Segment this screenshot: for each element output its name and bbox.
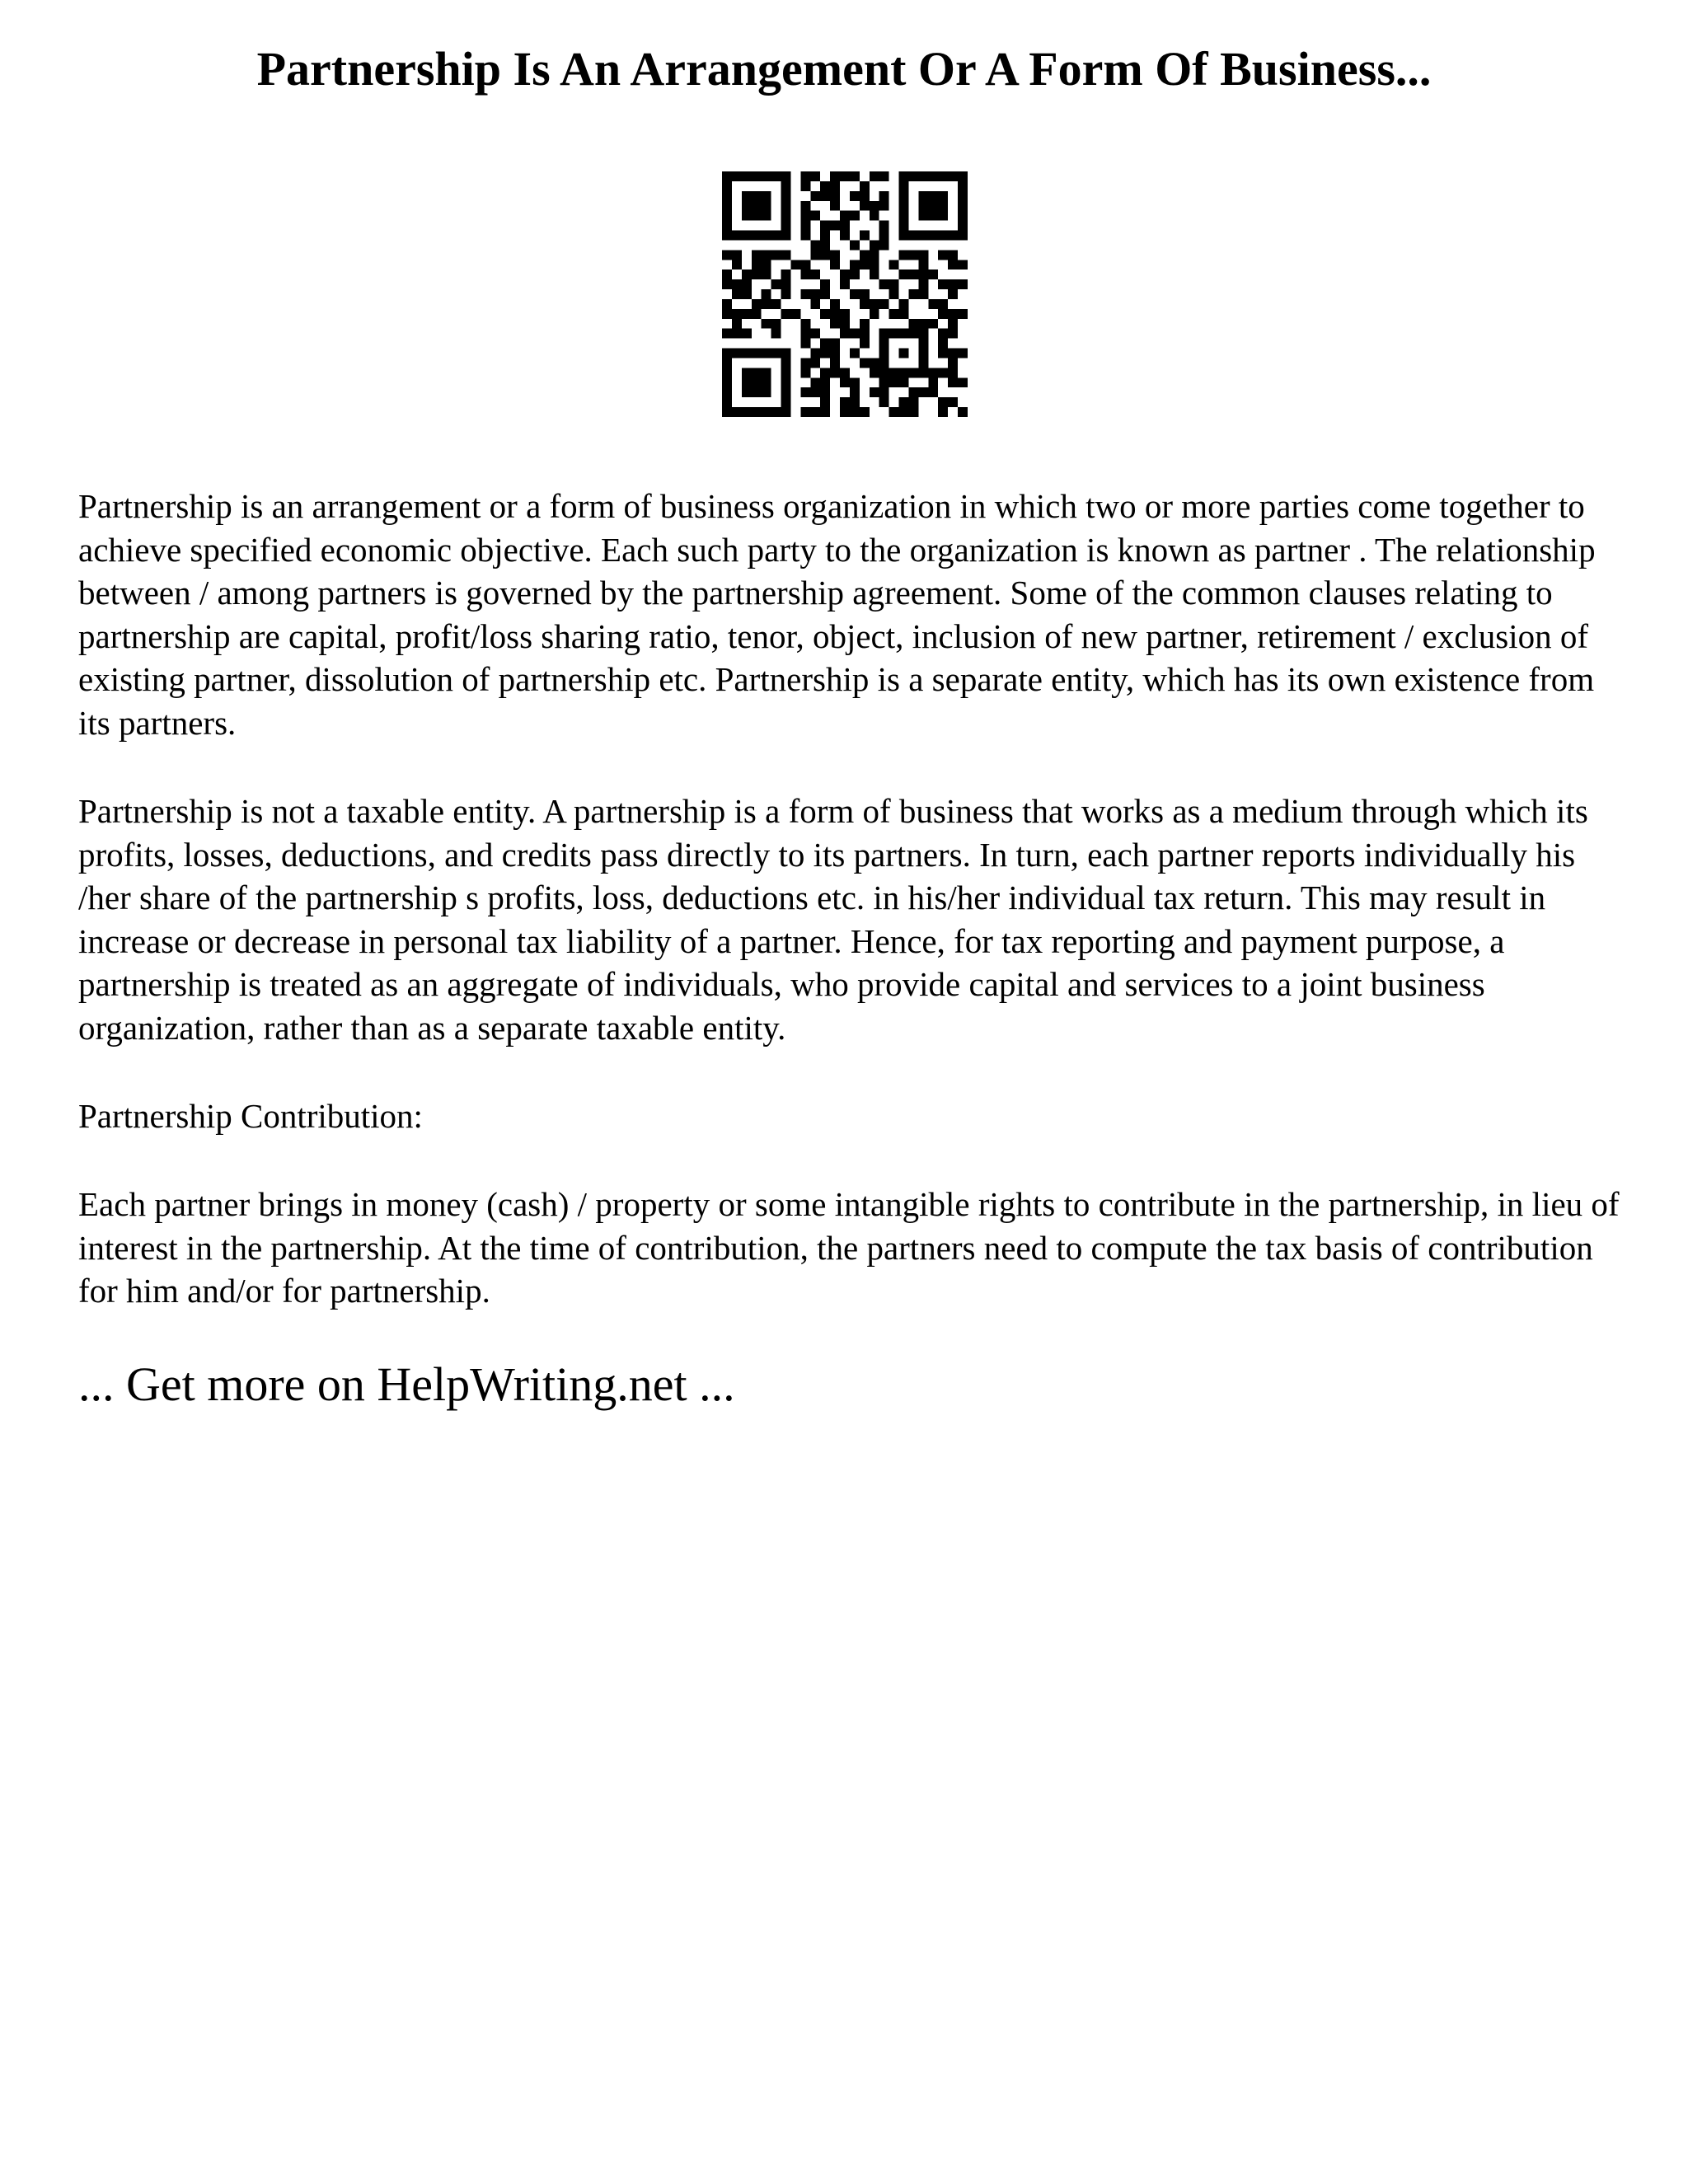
body-paragraph: Partnership is an arrangement or a form of business organization in which two or more parties come together to achieve specified economic objective. Each such party to the organization is known as partner . The relationship between / among partners is governed by the partnership agreement. Some of the common clauses relating to partnership are capital, profit/loss sharing ratio, tenor, object, inclusion of new partner, retirement / exclusion of existing partner, dissolution of partnership etc. Partnership is a separate entity, which has its own existence from its partners. xyxy=(78,487,1596,742)
get-more-link[interactable]: ... Get more on HelpWriting.net ... xyxy=(78,1357,735,1411)
body-paragraph: Partnership is not a taxable entity. A partnership is a form of business that works as a medium through which its profits, losses, deductions, and credits pass directly to its partners. In turn, each partner reports individually his /her share of the partnership s profits, loss, deductions etc. in his/her individual tax return. This may result in increase or decrease in personal tax liability of a partner. Hence, for tax reporting and payment purpose, a partnership is treated as an aggregate of individuals, who provide capital and services to a joint business organization, rather than as a separate taxable entity. xyxy=(78,792,1588,1047)
body-paragraph: Each partner brings in money (cash) / property or some intangible rights to contribute in the partnership, in lieu of interest in the partnership. At the time of contribution, the partners need to compute the tax basis of contribution for him and/or for partnership. xyxy=(78,1185,1620,1310)
qr-code-icon xyxy=(722,171,968,417)
section-heading: Partnership Contribution: xyxy=(78,1097,423,1135)
page-title: Partnership Is An Arrangement Or A Form Of Business... xyxy=(256,42,1432,96)
